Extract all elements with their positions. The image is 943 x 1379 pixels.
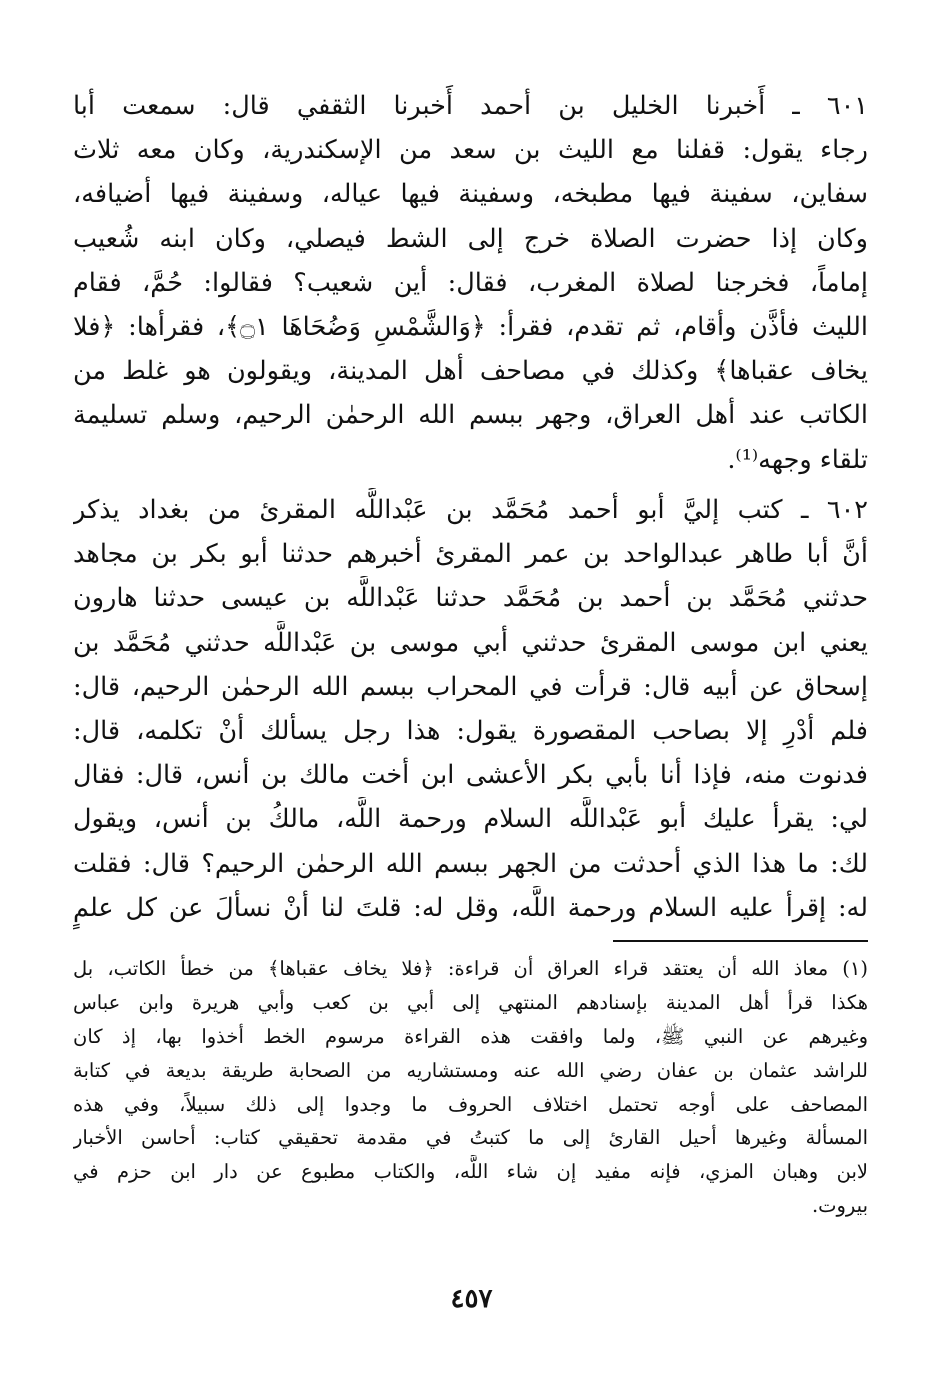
text-line: حدثني مُحَمَّد بن أحمد بن مُحَمَّد حدثنا عَبْداللَّه بن عيسى حدثنا هارون xyxy=(73,583,868,614)
footnote-line: وغيرهم عن النبي ﷺ، ولما وافقت هذه القراءة مرسوم الخط أخذوا بها، إذ كان xyxy=(73,1024,868,1048)
footnote-line: بيروت. xyxy=(811,1194,868,1218)
text-line: الليث فأذَّن وأقام، ثم تقدم، فقرأ: ﴿وَالشَّمْسِ وَضُحَاهَا ۝١﴾، فقرأها: ﴿فلا xyxy=(73,311,868,342)
text-line: إماماً، فخرجنا لصلاة المغرب، فقال: أين شعيب؟ فقالوا: حُمَّ، فقام xyxy=(73,267,868,298)
text-line: لك: ما هذا الذي أحدثت من الجهر ببسم الله الرحمٰن الرحيم؟ قال: فقلت xyxy=(73,848,868,879)
text-line: إسحاق عن أبيه قال: قرأت في المحراب ببسم الله الرحمٰن الرحيم، قال: xyxy=(73,671,868,702)
text-line: لي: يقرأ عليك أبو عَبْداللَّه السلام ورحمة اللَّه، مالكُ بن أنس، ويقول xyxy=(73,804,868,835)
footnote-divider xyxy=(613,940,868,942)
paragraph-601 xyxy=(73,84,868,482)
text-line: الكاتب عند أهل العراق، وجهر ببسم الله الرحمٰن الرحيم، وسلم تسليمة xyxy=(73,400,868,431)
text-line: رجاء يقول: قفلنا مع الليث بن سعد من الإسكندرية، وكان معه ثلاث xyxy=(73,135,868,166)
footnote-line: هكذا قرأ أهل المدينة بإسنادهم المنتهي إلى أبي بن كعب وأبي هريرة وابن عباس xyxy=(73,990,868,1014)
text-line: له: إقرأ عليه السلام ورحمة اللَّه، وقل له: قلتَ لنا أنْ نسألَ عن كل علمٍ xyxy=(73,892,868,923)
text-line: أنَّ أبا طاهر عبدالواحد بن عمر المقرئ أخبرهم حدثنا أبو بكر بن مجاهد xyxy=(73,539,868,570)
page-number: ٤٥٧ xyxy=(450,1284,493,1314)
text-line: ٦٠١ ـ أَخبرنا الخليل بن أحمد أَخبرنا الثقفي قال: سمعت أبا xyxy=(73,91,868,121)
footnote-line: لابن وهبان المزي، فإنه مفيد إن شاء اللَّه، والكتاب مطبوع عن دار ابن حزم في xyxy=(73,1160,868,1184)
footnote-line: للراشد عثمان بن عفان رضي الله عنه ومستشاريه من الصحابة طريقة بديعة في كتابة xyxy=(73,1058,868,1082)
text-line: فلم أدْرِ إلا بصاحب المقصورة يقول: هذا رجل يسألك أنْ تكلمه، قال: xyxy=(73,715,868,746)
text-line: سفاين، سفينة فيها مطبخه، وسفينة فيها عياله، وسفينة فيها أضيافه، xyxy=(73,179,868,210)
text-line: تلقاء وجهه⁽¹⁾. xyxy=(727,444,868,475)
text-line: يعني ابن موسى المقرئ حدثني أبي موسى بن عَبْداللَّه حدثني مُحَمَّد بن xyxy=(73,627,868,658)
footnote-line: المصاحف على أوجه تحتمل اختلاف الحروف ما وجدوا إلى ذلك سبيلاً، وفي هذه xyxy=(73,1092,868,1116)
footnote-line: المسألة وغيرها أحيل القارئ إلى ما كتبتُ في مقدمة تحقيقي كتاب: أحاسن الأخبار xyxy=(73,1126,868,1150)
text-line: وكان إذا حضرت الصلاة خرج إلى الشط فيصلي، وكان ابنه شُعيب xyxy=(73,223,868,254)
paragraph-602 xyxy=(73,488,868,930)
footnote-1 xyxy=(73,952,868,1223)
text-line: فدنوت منه، فإذا أنا بأبي بكر الأعشى ابن أخت مالك بن أنس، قال: فقال xyxy=(73,760,868,791)
text-line: ٦٠٢ ـ كتب إليَّ أبو أحمد مُحَمَّد بن عَبْداللَّه المقرئ من بغداد يذكر xyxy=(73,495,868,525)
text-line: يخاف عقباها﴾ وكذلك في مصاحف أهل المدينة، ويقولون هو غلط من xyxy=(73,356,868,387)
footnote-line: (١) معاذ الله أن يعتقد قراء العراق أن قراءة: ﴿فلا يخاف عقباها﴾ من خطأ الكاتب، بل xyxy=(73,957,868,980)
